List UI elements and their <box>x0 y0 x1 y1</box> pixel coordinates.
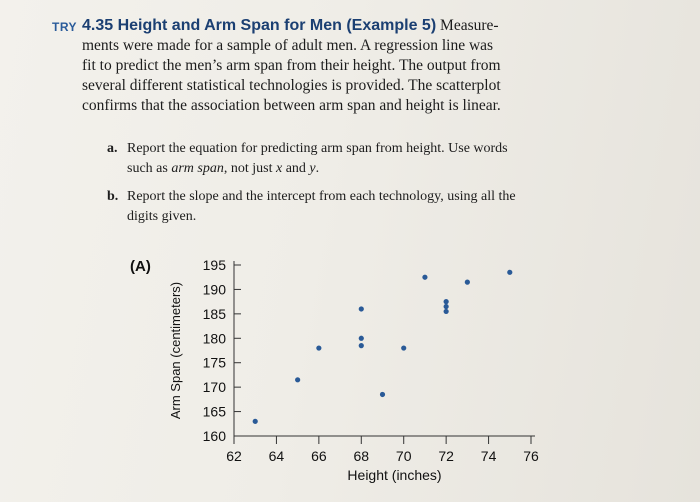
part-a-text: . <box>315 161 320 176</box>
y-axis-label: Arm Span (centimeters) <box>168 281 183 420</box>
y-tick-label: 195 <box>202 257 226 273</box>
x-tick-label: 64 <box>268 448 285 464</box>
x-tick-label: 66 <box>311 448 327 464</box>
y-tick-label: 175 <box>202 354 226 371</box>
data-point <box>359 306 364 311</box>
x-tick-label: 68 <box>353 448 370 464</box>
part-b-line2: digits given. <box>127 209 197 224</box>
part-b-line1: Report the slope and the intercept from each technology, using all the <box>127 189 516 204</box>
data-point <box>444 304 449 309</box>
problem-heading: 4.35 Height and Arm Span for Men (Example 5) <box>82 17 437 34</box>
x-tick-label: 72 <box>438 448 454 464</box>
y-tick-label: 160 <box>202 428 226 444</box>
x-tick-label: 70 <box>395 448 412 464</box>
data-point <box>444 299 449 304</box>
problem-text-line: fit to predict the men’s arm span from their height. The output from <box>82 57 501 74</box>
data-point <box>444 309 449 314</box>
problem-text-line: Measure- <box>440 17 499 34</box>
y-tick-label: 170 <box>202 379 226 396</box>
part-a-text: , not just <box>223 161 276 176</box>
data-point <box>316 345 321 350</box>
data-point <box>465 280 470 285</box>
y-tick-label: 165 <box>202 403 226 420</box>
part-a-letter: a. <box>107 141 118 156</box>
data-point <box>359 343 364 348</box>
problem-text-line: several different statistical technologies is provided. The scatterplot <box>82 77 501 94</box>
part-a-var-y: y <box>309 161 316 176</box>
data-point <box>380 392 385 397</box>
problem-text-line: confirms that the association between arm span and height is linear. <box>82 97 501 114</box>
x-axis-label: Height (inches) <box>347 467 442 483</box>
data-point <box>507 270 512 275</box>
y-tick-label: 180 <box>202 330 226 347</box>
x-tick-label: 74 <box>480 448 497 464</box>
y-tick-label: 185 <box>202 305 226 322</box>
part-a-emphasis: arm span <box>171 161 224 176</box>
part-a-text: and <box>282 161 310 176</box>
data-point <box>401 345 406 350</box>
part-a-var-x: x <box>275 161 283 176</box>
try-label: TRY <box>52 20 78 34</box>
x-tick-label: 76 <box>523 448 539 464</box>
x-tick-label: 62 <box>226 448 242 464</box>
part-a-line1: Report the equation for predicting arm span from height. Use words <box>127 141 508 156</box>
data-point <box>253 419 258 424</box>
problem-text-line: ments were made for a sample of adult men. A regression line was <box>82 37 494 54</box>
data-point <box>359 336 364 341</box>
data-point <box>422 275 427 280</box>
data-point <box>295 377 300 382</box>
figure-label: (A) <box>130 258 151 275</box>
y-tick-label: 190 <box>202 281 226 298</box>
part-a-text: such as <box>127 161 172 176</box>
part-b-letter: b. <box>107 189 119 204</box>
